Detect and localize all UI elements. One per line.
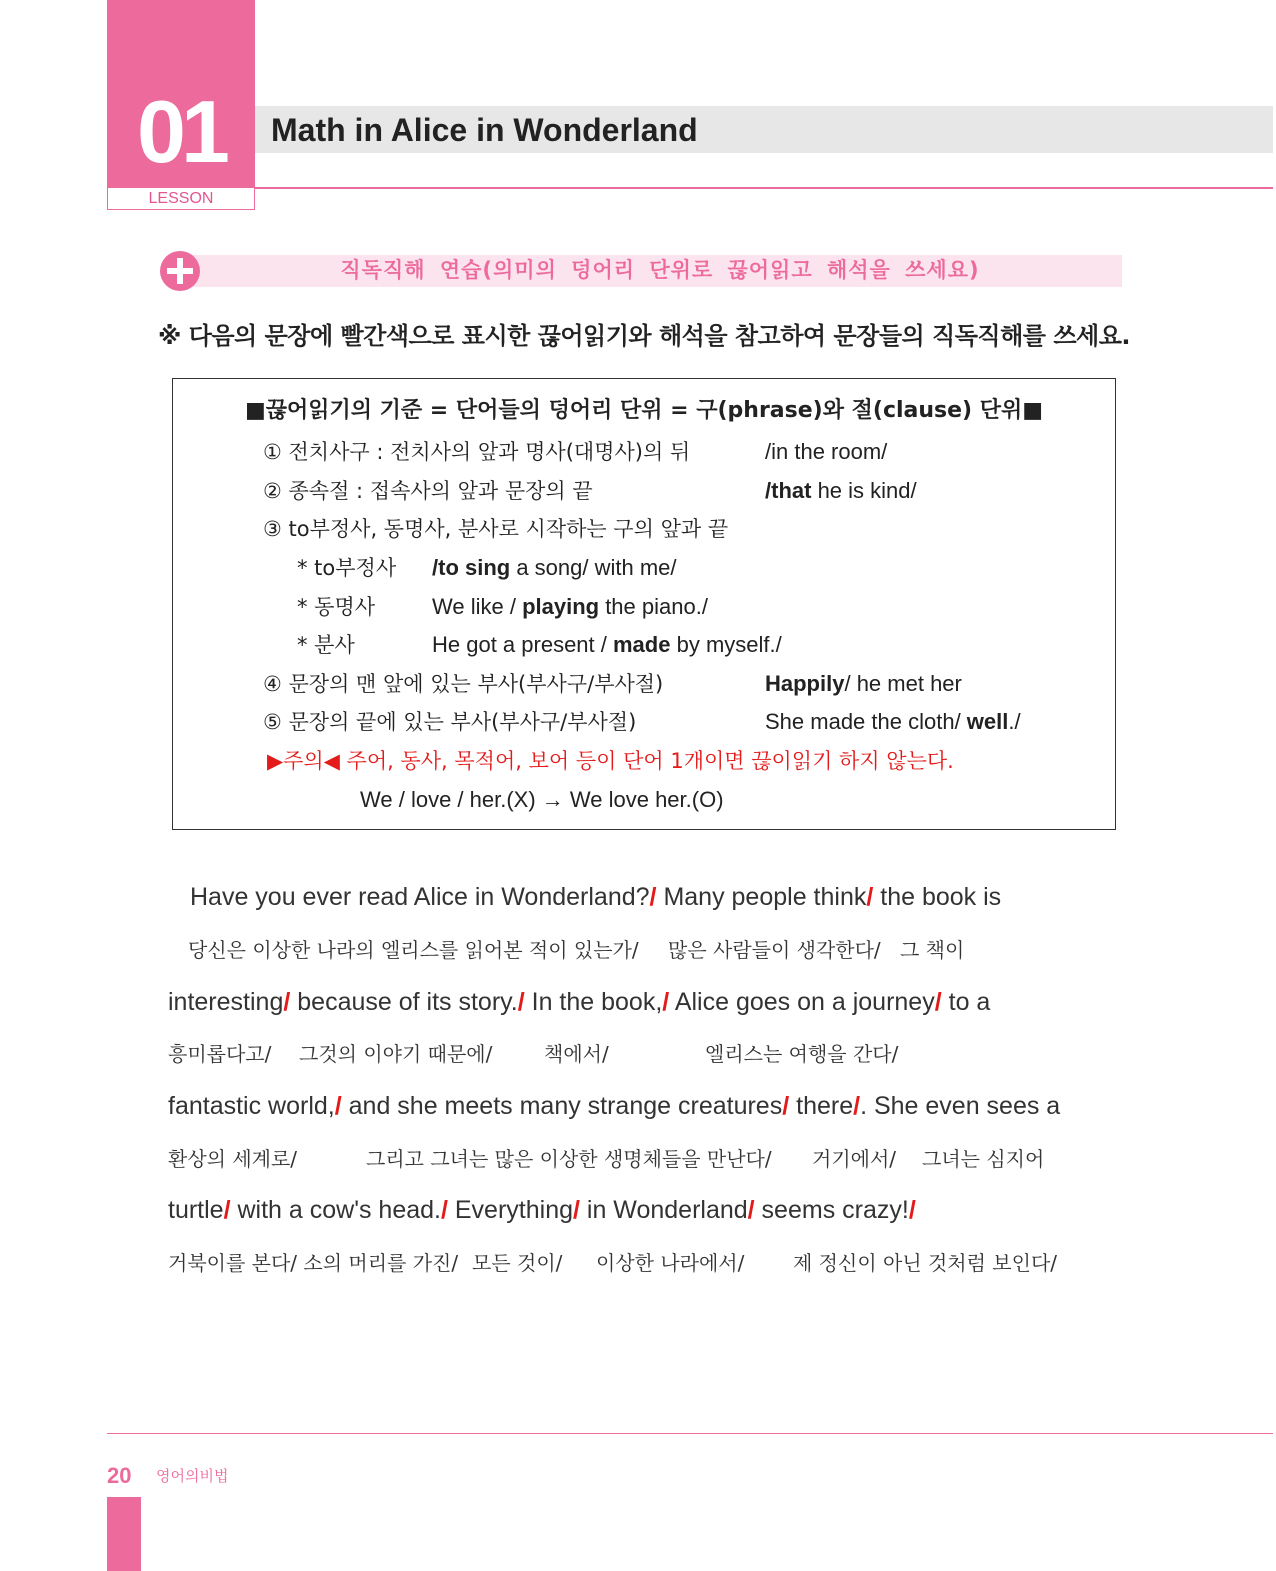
passage-segment: fantastic world, bbox=[168, 1092, 335, 1120]
slash-mark: / bbox=[283, 988, 291, 1016]
rule-note: ▶주의◀ 주어, 동사, 목적어, 보어 등이 단어 1개이면 끊이읽기 하지 않는다. bbox=[267, 749, 954, 773]
instruction: ※ 다음의 문장에 빨간색으로 표시한 끊어읽기와 해석을 참고하여 문장들의 직독직해를 쓰세요. bbox=[158, 322, 1130, 350]
header-divider bbox=[255, 187, 1273, 189]
slash-mark: / bbox=[517, 988, 525, 1016]
rule-1-label: ① 전치사구 : 전치사의 앞과 명사(대명사)의 뒤 bbox=[263, 440, 691, 464]
translation-segment: 많은 사람들이 생각한다/ bbox=[668, 938, 881, 962]
slash-mark: / bbox=[573, 1196, 580, 1224]
passage-line-2 bbox=[168, 985, 990, 1019]
rule-2-example bbox=[765, 476, 917, 506]
rule-3c-example bbox=[432, 630, 782, 660]
passage-segment: Everything bbox=[447, 1196, 573, 1224]
passage-segment: and she meets many strange creatures bbox=[341, 1092, 783, 1120]
translation-segment: 그녀는 심지어 bbox=[922, 1147, 1045, 1171]
passage-line-1 bbox=[190, 880, 1001, 914]
slash-mark: / bbox=[649, 883, 657, 911]
passage-segment: the book is bbox=[873, 883, 1002, 911]
rule-4-example-rest: / he met her bbox=[844, 671, 962, 696]
rule-3a-example bbox=[432, 553, 677, 583]
translation-segment: 그 책이 bbox=[900, 938, 965, 962]
rule-5-example-bold: well bbox=[966, 709, 1009, 734]
translation-segment: 거기에서/ bbox=[812, 1147, 897, 1171]
rule-5-label: ⑤ 문장의 끝에 있는 부사(부사구/부사절) bbox=[263, 710, 637, 734]
rule-3b-example bbox=[432, 592, 708, 622]
passage-segment: in Wonderland bbox=[579, 1196, 748, 1224]
translation-segment: 이상한 나라에서/ bbox=[596, 1251, 745, 1275]
rule-3c-example-bold: made bbox=[613, 632, 671, 657]
rule-3-label: ③ to부정사, 동명사, 분사로 시작하는 구의 앞과 끝 bbox=[263, 517, 729, 541]
translation-segment: 그리고 그녀는 많은 이상한 생명체들을 만난다/ bbox=[366, 1147, 772, 1171]
passage-segment: Alice goes on a journey bbox=[669, 988, 935, 1016]
slash-mark: / bbox=[223, 1196, 231, 1224]
lesson-label: LESSON bbox=[148, 190, 214, 207]
rule-box-title: ■끊어읽기의 기준 = 단어들의 덩어리 단위 = 구(phrase)와 절(clause) 단위■ bbox=[244, 398, 1044, 423]
rule-3c-example-pre: He got a present / bbox=[432, 632, 613, 657]
rule-2-label: ② 종속절 : 접속사의 앞과 문장의 끝 bbox=[263, 479, 593, 503]
rule-1-example: /in the room/ bbox=[765, 439, 888, 464]
slash-mark: / bbox=[440, 1196, 448, 1224]
translation-segment: 거북이를 본다/ 소의 머리를 가진/ bbox=[168, 1251, 459, 1275]
passage-segment: there bbox=[789, 1092, 854, 1120]
slash-mark: / bbox=[866, 883, 874, 911]
rule-4-example bbox=[765, 669, 962, 699]
passage-segment: In the book, bbox=[524, 988, 663, 1016]
slash-mark: / bbox=[334, 1092, 342, 1120]
passage-segment: interesting bbox=[168, 988, 284, 1016]
translation-segment: 책에서/ bbox=[544, 1042, 609, 1066]
rule-3a-label: * to부정사 bbox=[297, 556, 397, 580]
passage-segment: seems crazy! bbox=[754, 1196, 909, 1224]
rule-3b-example-pre: We like / bbox=[432, 594, 523, 619]
slash-mark: / bbox=[934, 988, 942, 1016]
translation-segment: 환상의 세계로/ bbox=[168, 1147, 298, 1171]
translation-segment: 당신은 이상한 나라의 엘리스를 읽어본 적이 있는가/ bbox=[188, 938, 639, 962]
rule-5-example bbox=[765, 707, 1021, 737]
translation-segment: 모든 것이/ bbox=[472, 1251, 563, 1275]
slash-mark: / bbox=[662, 988, 670, 1016]
slash-mark: / bbox=[782, 1092, 790, 1120]
passage-segment: to a bbox=[941, 988, 991, 1016]
footer-divider bbox=[107, 1433, 1273, 1434]
rule-5-example-rest: ./ bbox=[1008, 709, 1021, 734]
slash-mark: / bbox=[908, 1196, 916, 1224]
rule-3a-example-bold: /to sing bbox=[432, 555, 511, 580]
plus-icon-bar-v bbox=[177, 258, 183, 284]
passage-segment: turtle bbox=[168, 1196, 224, 1224]
lesson-number: 01 bbox=[137, 82, 225, 181]
section-title: 직독직해 연습(의미의 덩어리 단위로 끊어읽고 해석을 쓰세요) bbox=[340, 258, 980, 282]
rule-4-example-bold: Happily bbox=[765, 671, 845, 696]
rule-4-label: ④ 문장의 맨 앞에 있는 부사(부사구/부사절) bbox=[263, 672, 664, 696]
translation-segment: 엘리스는 여행을 간다/ bbox=[705, 1042, 899, 1066]
rule-3b-example-bold: playing bbox=[522, 594, 600, 619]
passage-segment: because of its story. bbox=[290, 988, 518, 1016]
translation-segment: 그것의 이야기 때문에/ bbox=[299, 1042, 493, 1066]
passage-segment: . She even sees a bbox=[860, 1092, 1061, 1120]
rule-3c-label: * 분사 bbox=[297, 633, 355, 657]
page-number: 20 bbox=[107, 1463, 132, 1488]
rule-5-example-pre: She made the cloth/ bbox=[765, 709, 967, 734]
slash-mark: / bbox=[853, 1092, 861, 1120]
rule-2-example-bold: /that bbox=[765, 478, 812, 503]
footer-color-bar bbox=[107, 1497, 141, 1571]
translation-segment: 흥미롭다고/ bbox=[168, 1042, 272, 1066]
book-name: 영어의비법 bbox=[156, 1467, 229, 1485]
passage-segment: with a cow's head. bbox=[230, 1196, 441, 1224]
passage-segment: Many people think bbox=[656, 883, 867, 911]
rule-3c-example-rest: by myself./ bbox=[670, 632, 782, 657]
passage-line-4 bbox=[168, 1193, 916, 1227]
passage-segment: Have you ever read Alice in Wonderland? bbox=[190, 883, 650, 911]
rule-note-example: We / love / her.(X) → We love her.(O) bbox=[360, 787, 724, 812]
rule-2-example-rest: he is kind/ bbox=[811, 478, 917, 503]
slash-mark: / bbox=[747, 1196, 755, 1224]
translation-segment: 제 정신이 아닌 것처럼 보인다/ bbox=[793, 1251, 1058, 1275]
passage-line-3 bbox=[168, 1089, 1060, 1123]
rule-3b-label: * 동명사 bbox=[297, 595, 376, 619]
rule-3b-example-rest: the piano./ bbox=[599, 594, 708, 619]
rule-3a-example-rest: a song/ with me/ bbox=[510, 555, 677, 580]
lesson-title: Math in Alice in Wonderland bbox=[271, 112, 698, 148]
